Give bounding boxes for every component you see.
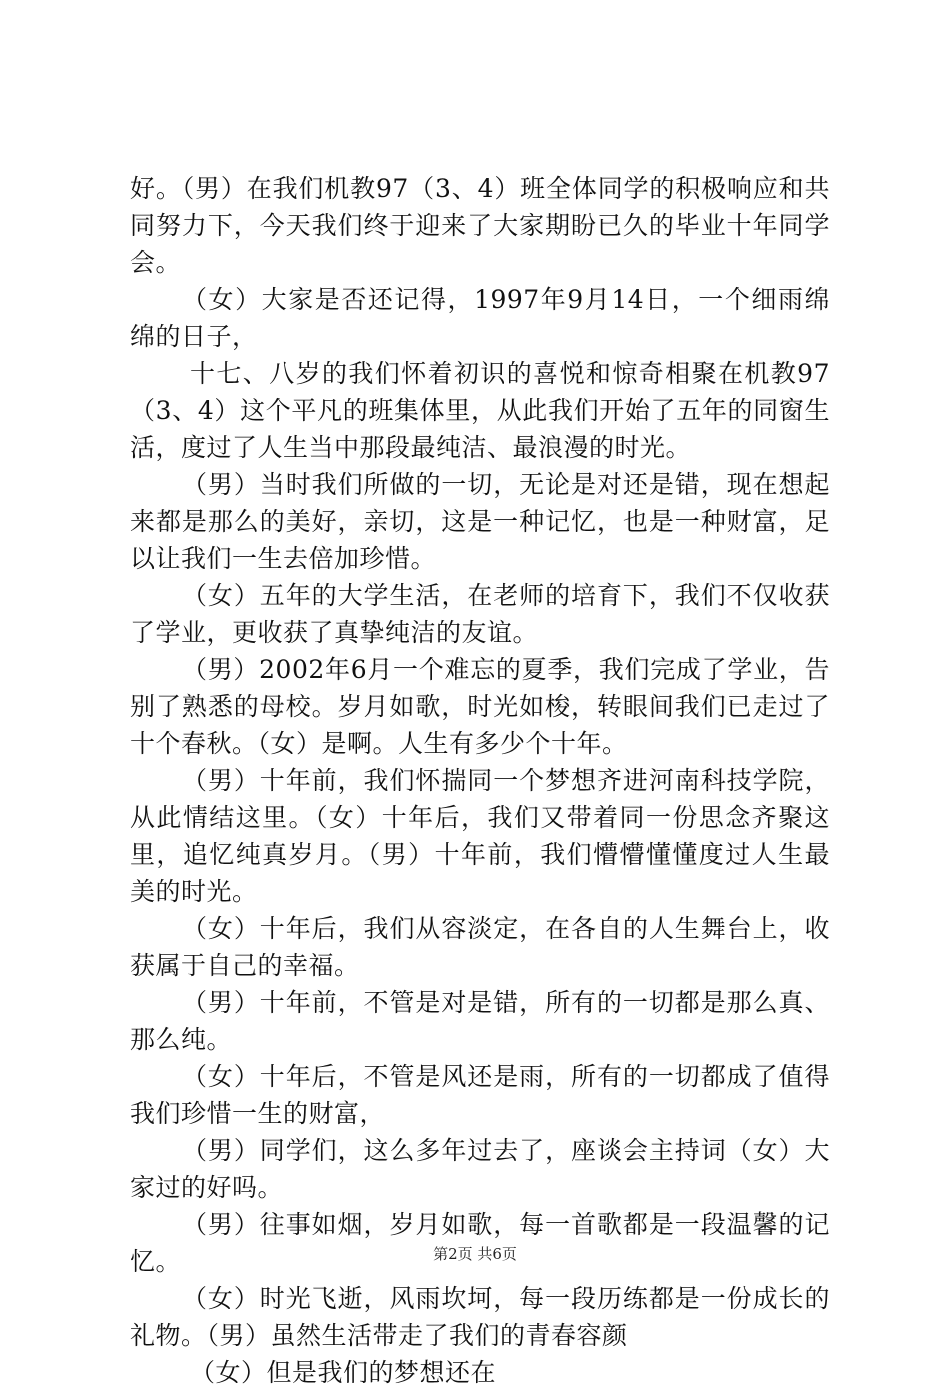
paragraph-9: （男）十年前，不管是对是错，所有的一切都是那么真、那么纯。 — [130, 988, 830, 1054]
paragraph-2: （女）大家是否还记得，1997年9月14日，一个细雨绵绵的日子， — [130, 285, 830, 351]
paragraph-6: （男）2002年6月一个难忘的夏季，我们完成了学业，告别了熟悉的母校。岁月如歌，时光如梭，转眼间我们已走过了十个春秋。（女）是啊。人生有多少个十年。 — [130, 655, 830, 758]
paragraph-3: 十七、八岁的我们怀着初识的喜悦和惊奇相聚在机教97（3、4）这个平凡的班集体里，从此我们开始了五年的同窗生活，度过了人生当中那段最纯洁、最浪漫的时光。 — [130, 359, 830, 462]
paragraph-10: （女）十年后，不管是风还是雨，所有的一切都成了值得我们珍惜一生的财富， — [130, 1062, 830, 1128]
paragraph-8: （女）十年后，我们从容淡定，在各自的人生舞台上，收获属于自己的幸福。 — [130, 914, 830, 980]
paragraph-1: 好。（男）在我们机教97（3、4）班全体同学的积极响应和共同努力下，今天我们终于迎来了大家期盼已久的毕业十年同学会。 — [130, 174, 830, 277]
paragraph-4: （男）当时我们所做的一切，无论是对还是错，现在想起来都是那么的美好，亲切，这是一种记忆，也是一种财富，足以让我们一生去倍加珍惜。 — [130, 470, 830, 573]
document-body — [130, 170, 830, 1391]
paragraph-7: （男）十年前，我们怀揣同一个梦想齐进河南科技学院，从此情结这里。（女）十年后，我们又带着同一份思念齐聚这里，追忆纯真岁月。（男）十年前，我们懵懵懂懂度过人生最美的时光。 — [130, 766, 830, 906]
paragraph-11: （男）同学们，这么多年过去了，座谈会主持词（女）大家过的好吗。 — [130, 1136, 830, 1202]
page-number-label: 第2页 共6页 — [433, 1245, 517, 1263]
paragraph-12: （男）往事如烟，岁月如歌，每一首歌都是一段温馨的记忆。 — [130, 1210, 830, 1276]
paragraph-13: （女）时光飞逝，风雨坎坷，每一段历练都是一份成长的礼物。（男）虽然生活带走了我们的青春容颜 — [130, 1284, 830, 1350]
paragraph-14: （女）但是我们的梦想还在 — [190, 1358, 497, 1387]
paragraph-5: （女）五年的大学生活，在老师的培育下，我们不仅收获了学业，更收获了真挚纯洁的友谊。 — [130, 581, 830, 647]
page-footer — [0, 1243, 950, 1264]
